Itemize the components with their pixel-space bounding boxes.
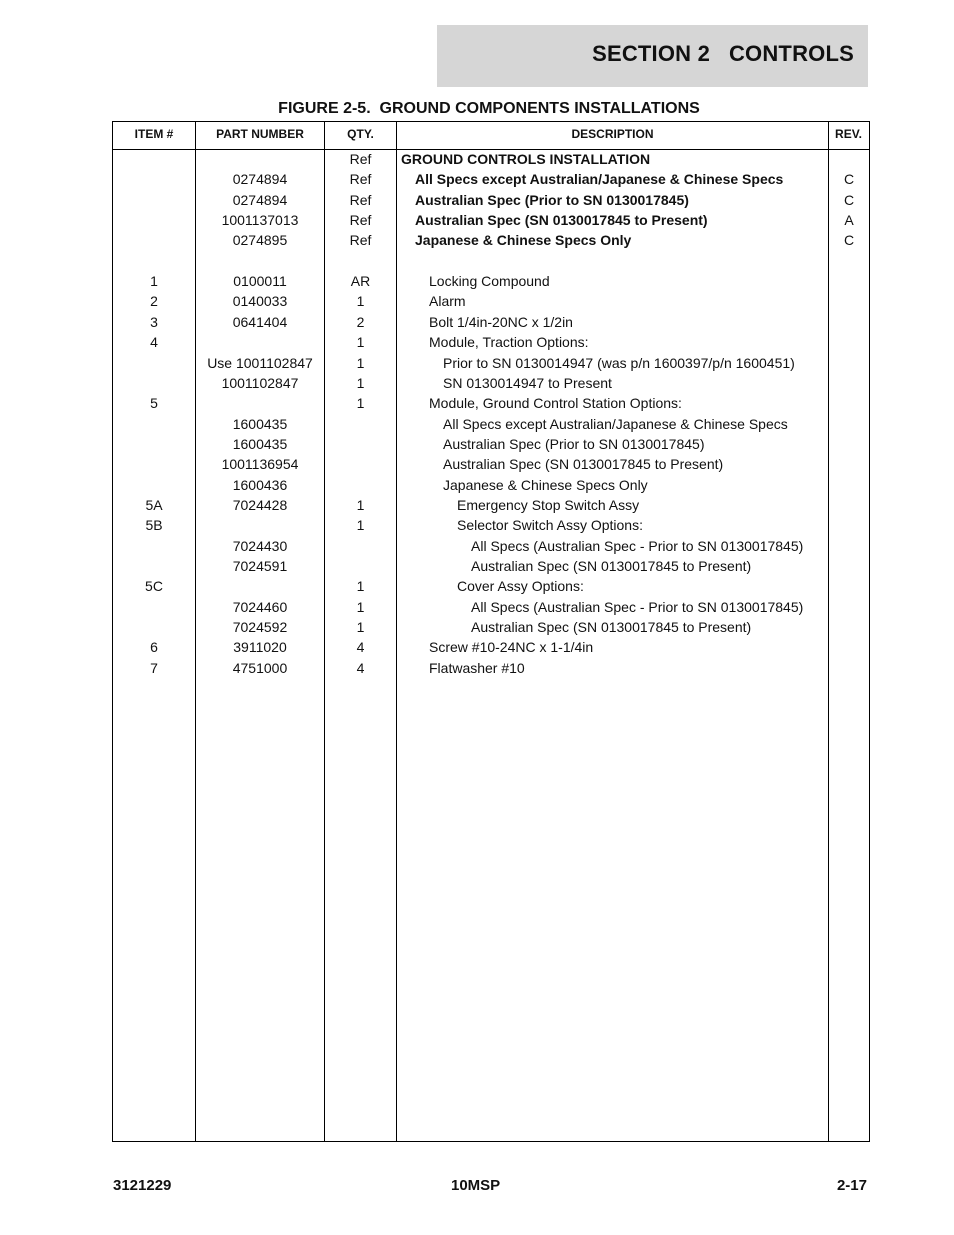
description: Locking Compound [429,273,550,290]
table-row [113,414,869,434]
description: Japanese & Chinese Specs Only [443,476,648,493]
part-number: 7024591 [232,558,288,574]
table-row [113,658,869,678]
quantity: 1 [356,395,365,412]
item-number: 5A [145,496,163,513]
table-row [113,251,869,271]
parts-table [112,121,870,1142]
description: All Specs except Australian/Japanese & Chinese Specs [443,415,788,432]
part-number: 7024592 [232,619,288,636]
part-number: 4751000 [232,659,288,676]
column-header-item: ITEM # [134,127,174,141]
quantity: 4 [356,639,365,656]
quantity: Ref [349,171,372,188]
quantity: 1 [356,293,365,310]
description: Australian Spec (SN 0130017845 to Present) [415,212,708,229]
table-row [113,291,869,311]
table-row [113,454,869,474]
quantity: 2 [356,313,365,330]
part-number: 0274894 [232,171,288,188]
description: Bolt 1/4in-20NC x 1/2in [429,313,573,330]
section-header-box [437,25,868,87]
part-number: 7024428 [232,496,288,513]
description: Emergency Stop Switch Assy [457,496,640,513]
item-number: 7 [150,659,158,676]
table-row [113,271,869,291]
table-row [113,556,869,576]
quantity: 1 [356,598,365,615]
part-number: 0274895 [232,232,288,249]
footer-document-number: 3121229 [113,1177,172,1194]
table-row [113,373,869,393]
section-title: SECTION 2 CONTROLS [592,41,854,66]
description: All Specs (Australian Spec - Prior to SN 0130017845) [471,537,804,554]
quantity: Ref [349,232,372,249]
table-row [113,576,869,596]
description: All Specs except Australian/Japanese & Chinese Specs [415,171,784,188]
description: Screw #10-24NC x 1-1/4in [429,639,594,656]
description: Alarm [429,293,466,310]
description: GROUND CONTROLS INSTALLATION [401,151,651,167]
part-number: 1600436 [232,476,288,493]
table-row [113,536,869,556]
column-header-rev: REV. [835,127,862,141]
quantity: 1 [356,619,365,636]
description: All Specs (Australian Spec - Prior to SN 0130017845) [471,598,804,615]
description: Australian Spec (Prior to SN 0130017845) [443,435,705,452]
description: SN 0130014947 to Present [443,374,612,391]
item-number: 6 [150,639,158,656]
description: Australian Spec (SN 0130017845 to Present) [471,558,752,574]
quantity: Ref [349,212,372,229]
item-number: 5B [145,517,163,534]
column-header-description: DESCRIPTION [571,127,654,141]
description: Selector Switch Assy Options: [457,517,643,534]
quantity: 1 [356,374,365,391]
table-row [113,169,869,189]
item-number: 3 [150,313,158,330]
quantity: 1 [356,578,365,595]
quantity: 1 [356,517,365,534]
table-row [113,597,869,617]
part-number: 1001137013 [221,212,299,229]
quantity: Ref [349,191,372,208]
description: Module, Ground Control Station Options: [429,395,682,412]
table-row [113,332,869,352]
part-number: 0274894 [232,191,288,208]
description: Japanese & Chinese Specs Only [415,232,632,249]
description: Australian Spec (SN 0130017845 to Present) [443,456,724,473]
quantity: Ref [349,151,372,167]
part-number: 1001136954 [221,456,299,473]
item-number: 5C [145,578,163,595]
description: Cover Assy Options: [457,578,584,595]
part-number: 1600435 [232,415,288,432]
description: Australian Spec (SN 0130017845 to Present) [471,619,752,636]
table-row [113,637,869,657]
footer-model: 10MSP [451,1177,501,1194]
revision: A [844,212,854,229]
table-row [113,434,869,454]
column-header-qty: QTY. [347,127,374,141]
table-row [113,312,869,332]
quantity: 1 [356,496,365,513]
part-number: 0140033 [232,293,288,310]
item-number: 1 [150,273,158,290]
quantity: 1 [356,334,365,351]
table-row [113,393,869,413]
column-header-part-number: PART NUMBER [216,127,304,141]
part-number: 0100011 [233,273,287,290]
part-number: 1001102847 [221,374,299,391]
quantity: 1 [356,354,365,371]
table-row [113,617,869,637]
item-number: 2 [150,293,158,310]
item-number: 4 [150,334,158,351]
table-row [113,495,869,515]
table-row [113,190,869,210]
description: Flatwasher #10 [429,659,525,676]
revision: C [843,171,855,188]
item-number: 5 [150,395,158,412]
revision: C [843,232,855,249]
part-number: Use 1001102847 [207,354,313,371]
part-number: 1600435 [232,435,288,452]
footer-page-number: 2-17 [836,1177,867,1194]
table-row [113,353,869,373]
table-row [113,515,869,535]
part-number: 3911020 [233,639,287,656]
description: Prior to SN 0130014947 (was p/n 1600397/p/n 1600451) [443,354,795,371]
quantity: 4 [356,659,365,676]
revision: C [843,191,855,208]
figure-title: FIGURE 2-5. GROUND COMPONENTS INSTALLATIONS [278,100,700,117]
part-number: 7024430 [232,537,288,554]
table-row [113,475,869,495]
part-number: 0641404 [232,313,288,330]
part-number: 7024460 [232,598,288,615]
quantity: AR [350,273,371,290]
description: Australian Spec (Prior to SN 0130017845) [415,191,689,208]
table-row [113,149,869,169]
table-row [113,210,869,230]
table-row [113,230,869,250]
description: Module, Traction Options: [429,334,589,351]
